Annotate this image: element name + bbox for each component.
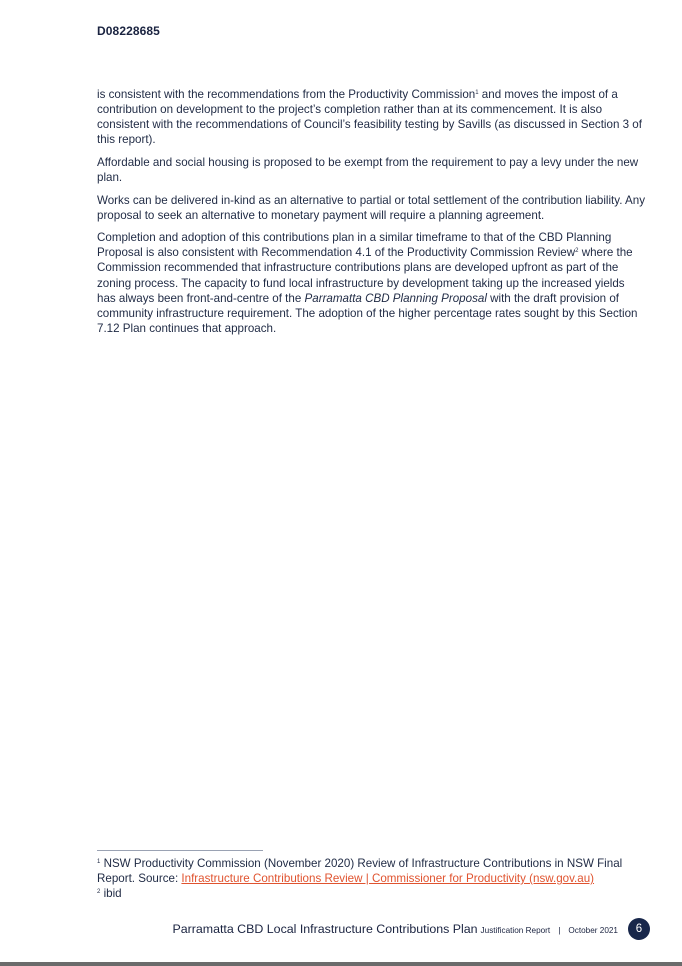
planning-proposal-title: Parramatta CBD Planning Proposal — [304, 291, 487, 305]
footnote-1-marker: 1 — [97, 859, 101, 865]
bottom-edge-band — [0, 962, 682, 966]
footer-title: Parramatta CBD Local Infrastructure Contributions Plan — [172, 922, 478, 936]
footnote-ref-2: 2 — [575, 248, 579, 255]
paragraph-3: Works can be delivered in-kind as an alternative to partial or total settlement of the contribution liability. Any proposal to seek an alternative to monetary payment will require a planning agreement. — [97, 193, 645, 222]
footnotes — [97, 856, 645, 901]
footnote-2-text: ibid — [100, 887, 122, 901]
footnote-divider — [97, 850, 263, 851]
paragraph-2: Affordable and social housing is proposed to be exempt from the requirement to pay a levy under the new plan. — [97, 155, 639, 184]
footnote-1-source-link[interactable]: Infrastructure Contributions Review | Commissioner for Productivity (nsw.gov.au) — [181, 872, 595, 886]
footnote-1-text: NSW Productivity Commission (November 2020) Review of Infrastructure Contributions in NSW Final Report. Source: — [97, 857, 623, 886]
paragraph-1-text-b: and moves the impost of a contribution on development to the project’s completion rather than at its commencement. It is also consistent with the recommendations of Council’s feasibility testing by Savills (as discussed in Section 3 of this report). — [97, 88, 642, 147]
footnote-2 — [97, 886, 645, 901]
footnote-ref-1: 1 — [475, 90, 479, 96]
footnote-2-marker: 2 — [97, 889, 101, 896]
paragraph-4-text-b: where the Commission recommended that infrastructure contributions plans are developed upfront as part of the zoning process. The capacity to fund local infrastructure by development taking up the increased yields has always been front-and-centre of the — [97, 246, 633, 305]
paragraph-4 — [97, 230, 645, 336]
footer-separator: | — [558, 925, 561, 935]
page-footer — [172, 917, 650, 941]
document-id: D08228685 — [97, 24, 160, 38]
paragraph-1 — [97, 87, 645, 147]
paragraph-1-text-a: is consistent with the recommendations from the Productivity Commission — [97, 88, 476, 101]
footnote-1 — [97, 856, 645, 886]
footer-subtitle: Justification Report — [480, 925, 551, 935]
page-number-badge: 6 — [628, 918, 650, 940]
body-text — [97, 87, 645, 343]
paragraph-4-text-a: Completion and adoption of this contributions plan in a similar timeframe to that of the CBD Planning Proposal is also consistent with Recommendation 4.1 of the Productivity Commission Review — [97, 231, 612, 260]
paragraph-4-text-c: with the draft provision of community infrastructure requirement. The adoption of the higher percentage rates sought by this Section 7.12 Plan continues that approach. — [97, 291, 638, 335]
footer-date: October 2021 — [568, 925, 618, 935]
